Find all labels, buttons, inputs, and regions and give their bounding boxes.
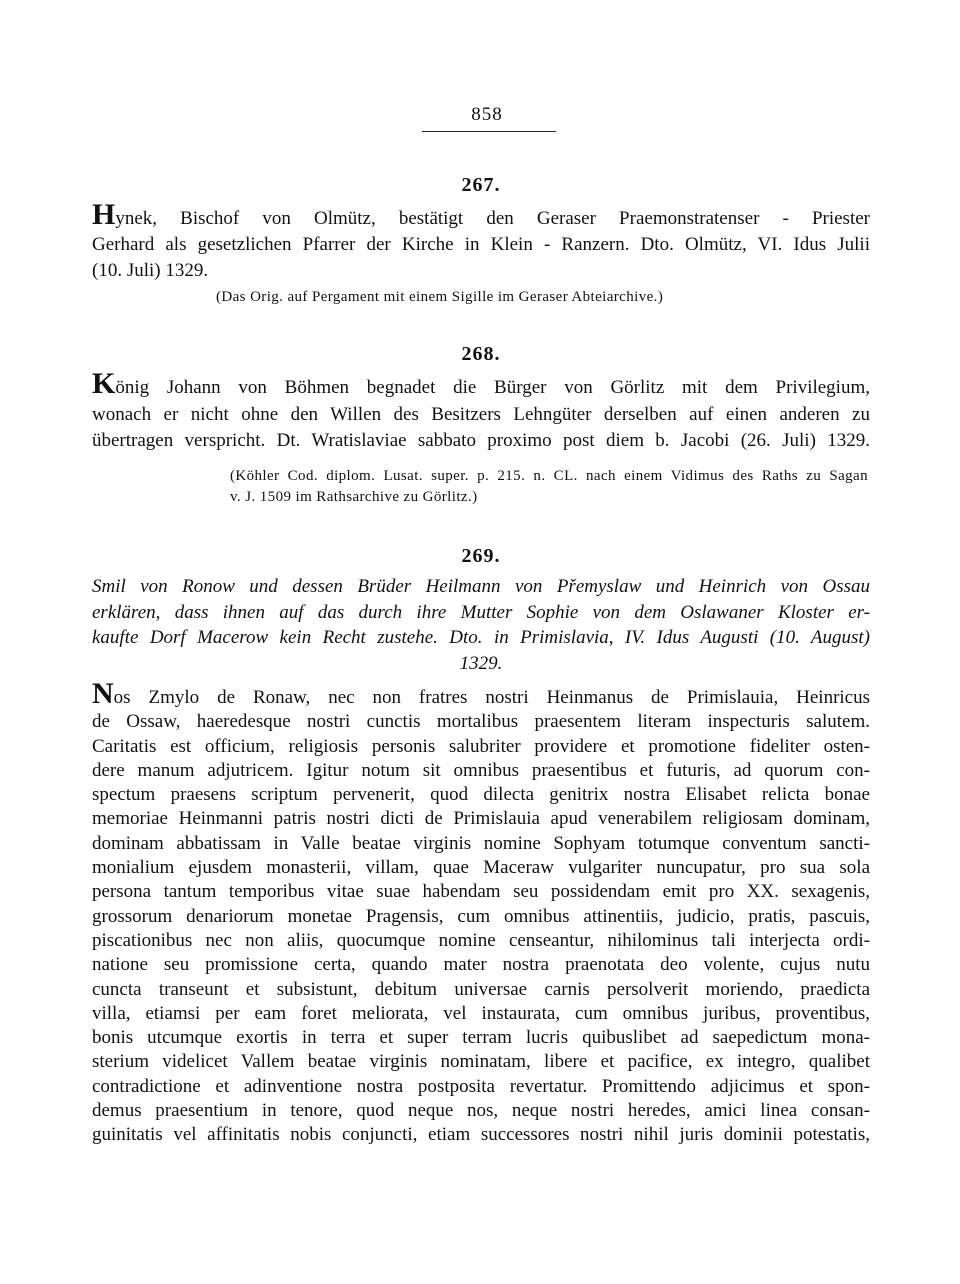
text-line: piscationibus nec non aliis, quocumque nomine censeantur, nihilominus tali interjecta ordi- [92, 929, 870, 951]
text-line: spectum praesens scriptum pervenerit, quod dilecta genitrix nostra Elisabet relicta bonae [92, 784, 870, 806]
text-line: Nos Zmylo de Ronaw, nec non fratres nostri Heinmanus de Primislauia, Heinricus [92, 677, 870, 710]
document-267-summary [92, 198, 870, 284]
note-line: v. J. 1509 im Rathsarchive zu Görlitz.) [230, 489, 478, 505]
summary-line: 1329. [459, 652, 503, 674]
summary-line: Smil von Ronow und dessen Brüder Heilmann von Přemyslaw und Heinrich von Ossau [92, 576, 870, 597]
summary-line: Gerhard als gesetzlichen Pfarrer der Kirche in Klein - Ranzern. Dto. Olmütz, VI. Idus Julii [92, 234, 870, 255]
text-line: guinitatis vel affinitatis nobis conjuncti, etiam successores nostri nihil juris dominii potestatis, [92, 1124, 870, 1146]
summary-line: (10. Juli) 1329. [92, 260, 209, 281]
text-line: monialium ejusdem monasterii, villam, quae Maceraw vulgariter nuncupatur, pro sua sola [92, 857, 870, 879]
text-line: memoriae Heinmanni patris nostri dicti de Primislauia apud venerabilem religiosam dominam, [92, 808, 870, 830]
document-269-summary [92, 574, 870, 676]
text-line: bonis utcumque exortis in terra et super terram lucris quibuslibet ad saepedictum mona- [92, 1027, 870, 1049]
drop-cap: K [92, 367, 116, 400]
summary-line: König Johann von Böhmen begnadet die Bürger von Görlitz mit dem Privilegium, [92, 367, 870, 400]
header-rule [422, 131, 556, 132]
document-267-source-note: (Das Orig. auf Pergament mit einem Sigille im Geraser Abteiarchive.) [216, 289, 664, 305]
document-number-269: 269. [461, 545, 501, 567]
page-number: 858 [471, 104, 503, 125]
summary-line: übertragen verspricht. Dt. Wratislaviae sabbato proximo post diem b. Jacobi (26. Juli) 1329. [92, 430, 870, 451]
summary-line: wonach er nicht ohne den Willen des Besitzers Lehngüter derselben auf einen anderen zu [92, 403, 870, 425]
document-number-268: 268. [461, 343, 501, 365]
document-268-summary [92, 367, 870, 455]
text-line: cuncta transeunt et subsistunt, debitum universae carnis persolverit moriendo, praedicta [92, 978, 870, 1000]
drop-cap: N [92, 677, 114, 710]
text-line: natione seu promissione certa, quando mater nostra praenotata deo volente, cujus nutu [92, 954, 870, 976]
text-line: demus praesentium in tenore, quod neque nos, neque nostri heredes, amici linea consan- [92, 1100, 870, 1122]
text-line: dominam abbatissam in Valle beatae virginis nomine Sophyam totumque conventum sancti- [92, 832, 870, 854]
document-268-source-note [230, 466, 868, 508]
document-number-267: 267. [461, 174, 501, 196]
text-line: grossorum denariorum monetae Pragensis, cum omnibus attinentiis, judicio, pratis, pascuis, [92, 905, 870, 927]
note-line: (Köhler Cod. diplom. Lusat. super. p. 215. n. CL. nach einem Vidimus des Raths zu Sagan [230, 468, 868, 484]
text-line: contradictione et adinventione nostra postposita revertatur. Promittendo adjicimus et spon- [92, 1075, 870, 1097]
summary-line: Hynek, Bischof von Olmütz, bestätigt den Geraser Praemonstratenser - Priester [92, 198, 870, 231]
text-line: de Ossaw, haeredesque nostri cunctis mortalibus praesentem literam inspecturis salutem. [92, 711, 870, 733]
summary-line: erklären, dass ihnen auf das durch ihre Mutter Sophie von dem Oslawaner Kloster er- [92, 601, 870, 623]
drop-cap: H [92, 198, 116, 231]
text-line: sterium videlicet Vallem beatae virginis nominatam, libere et pacifice, ex integro, qualibet [92, 1051, 870, 1073]
document-269-text [92, 677, 870, 1148]
text-line: villa, etiamsi per eam foret meliorata, vel instaurata, cum omnibus juribus, proventibus, [92, 1002, 870, 1024]
text-line: Caritatis est officium, religiosis personis salubriter providere et promotione fideliter osten- [92, 735, 870, 757]
text-line: dere manum adjutricem. Igitur notum sit omnibus praesentibus et futuris, ad quorum con- [92, 759, 870, 781]
text-line: persona tantum temporibus vitae suae habendam seu possidendam emit pro XX. sexagenis, [92, 881, 870, 903]
summary-line: kaufte Dorf Macerow kein Recht zustehe. Dto. in Primislavia, IV. Idus Augusti (10. August) [92, 627, 870, 648]
